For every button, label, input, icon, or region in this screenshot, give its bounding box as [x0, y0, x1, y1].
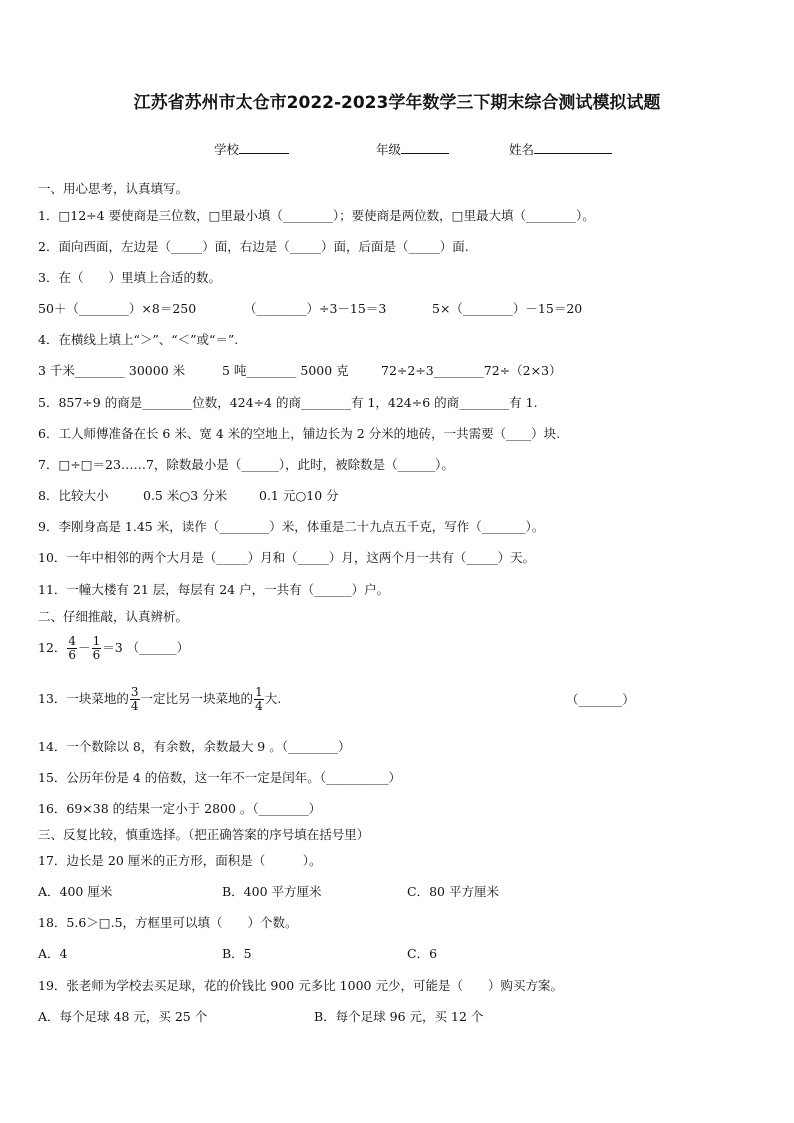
question-11: 11．一幢大楼有 21 层，每层有 24 户，一共有（______）户。	[38, 582, 390, 597]
question-13-blank: （_______）	[566, 692, 635, 707]
question-17: 17．边长是 20 厘米的正方形，面积是（ ）。	[38, 853, 322, 868]
question-7: 7．□÷□＝23……7，除数最小是（______），此时，被除数是（______）。	[38, 457, 454, 472]
question-12-tail: ＝3 （______）	[102, 640, 190, 655]
question-6: 6．工人师傅准备在长 6 米、宽 4 米的空地上，铺边长为 2 分米的地砖，一共需要（____）块.	[38, 426, 561, 441]
name-field	[509, 140, 612, 158]
question-4: 4．在横线上填上“＞”、“＜”或“＝”.	[38, 332, 239, 347]
school-label: 学校	[214, 142, 240, 157]
grade-label: 年级	[376, 142, 402, 157]
question-8-item-2: 0.1 元○10 分	[259, 488, 339, 503]
question-4b: 5 吨________ 5000 克	[222, 363, 349, 378]
question-3a: 50＋（________）×8＝250	[38, 301, 197, 316]
question-17-option-a: A．400 厘米	[38, 884, 113, 899]
section-2-heading: 二、仔细推敲，认真辨析。	[38, 609, 189, 624]
fraction-3-4: $\frac{3}{4}$	[130, 685, 139, 713]
grade-field	[376, 140, 449, 158]
question-19-option-a: A．每个足球 48 元，买 25 个	[38, 1009, 208, 1024]
question-19: 19．张老师为学校去买足球，花的价钱比 900 元多比 1000 元少，可能是（ ）购买方案。	[38, 978, 563, 993]
question-10: 10．一年中相邻的两个大月是（_____）月和（_____）月，这两个月一共有（_____）天。	[38, 550, 536, 565]
question-13	[38, 684, 281, 714]
question-12-number: 12．	[38, 640, 67, 655]
question-17-option-b: B．400 平方厘米	[222, 884, 322, 899]
section-1-heading: 一、用心思考，认真填写。	[38, 181, 189, 196]
question-3b: （________）÷3－15＝3	[244, 301, 387, 316]
question-2: 2．面向西面，左边是（_____）面，右边是（_____）面，后面是（_____）面.	[38, 239, 469, 254]
question-18-option-a: A．4	[38, 946, 68, 961]
fraction-1-4: $\frac{1}{4}$	[255, 685, 263, 713]
question-19-option-b: B．每个足球 96 元，买 12 个	[314, 1009, 484, 1024]
question-9: 9．李刚身高是 1.45 米，读作（________）米，体重是二十九点五千克，写作（_______）。	[38, 519, 545, 534]
question-5: 5．857÷9 的商是________位数，424÷4 的商________有 1，424÷6 的商________有 1.	[38, 395, 538, 410]
question-14: 14．一个数除以 8，有余数，余数最大 9 。（________）	[38, 739, 351, 754]
question-3: 3．在（ ）里填上合适的数。	[38, 270, 221, 285]
fraction-1-6: $\frac{1}{6}$	[92, 634, 101, 662]
question-13-text-3: 大.	[264, 691, 282, 706]
question-16: 16．69×38 的结果一定小于 2800 。（________）	[38, 801, 322, 816]
section-3-heading: 三、反复比较，慎重选择。（把正确答案的序号填在括号里）	[38, 827, 370, 842]
question-4c: 72÷2÷3________72÷（2×3）	[381, 363, 562, 378]
fraction-4-6: $\frac{4}{6}$	[68, 634, 77, 662]
minus-sign: －	[78, 640, 91, 655]
question-1: 1．□12÷4 要使商是三位数，□里最小填（________）；要使商是两位数，□里最大填（________）。	[38, 208, 595, 223]
question-18-option-b: B．5	[222, 946, 252, 961]
page-title: 江苏省苏州市太仓市2022-2023学年数学三下期末综合测试模拟试题	[133, 93, 661, 113]
question-15: 15．公历年份是 4 的倍数，这一年不一定是闰年。（__________）	[38, 770, 402, 785]
question-8-item-1: 0.5 米○3 分米	[143, 488, 228, 503]
question-18-option-c: C．6	[407, 946, 438, 961]
question-12	[38, 634, 189, 662]
question-4a: 3 千米________ 30000 米	[38, 363, 186, 378]
question-18: 18．5.6＞□.5，方框里可以填（ ）个数。	[38, 915, 298, 930]
school-field	[214, 140, 289, 158]
question-13-text-2: 一定比另一块菜地的	[140, 691, 254, 706]
question-13-text-1: 13．一块菜地的	[38, 691, 129, 706]
question-8: 8．比较大小	[38, 488, 109, 503]
name-label: 姓名	[509, 142, 535, 157]
question-17-option-c: C．80 平方厘米	[407, 884, 499, 899]
question-3c: 5×（________）－15＝20	[432, 301, 583, 316]
